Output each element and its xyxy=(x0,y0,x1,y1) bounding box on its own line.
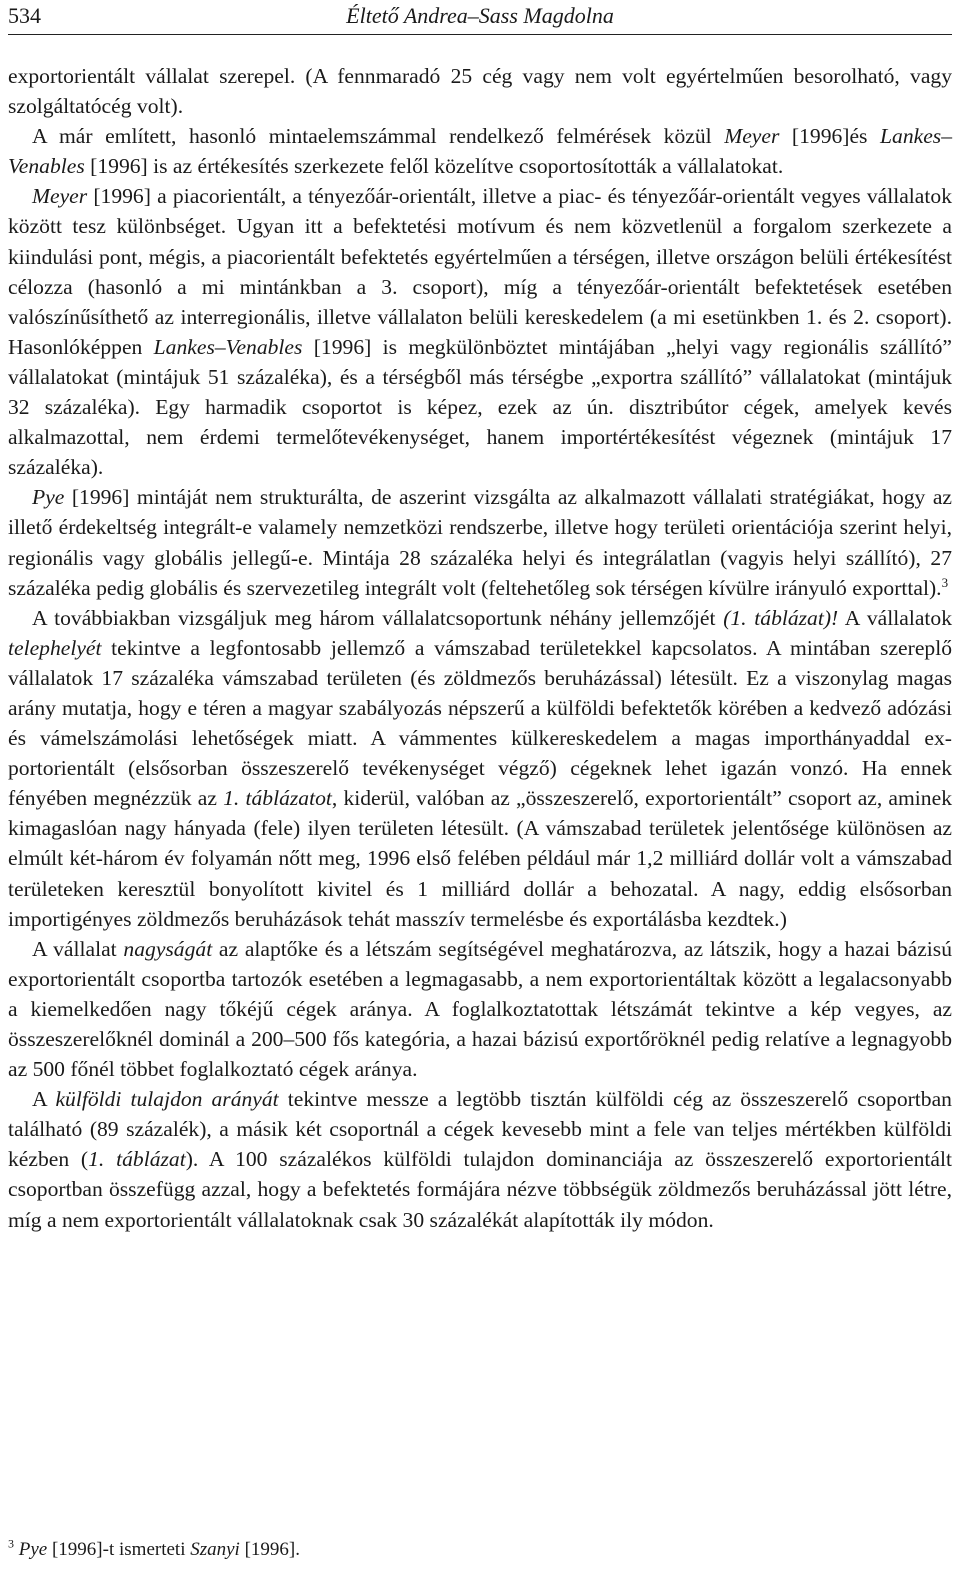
italic-text: Lankes–Venables xyxy=(8,124,952,179)
text-run: [1996] a piacorientált, a tényezőár-orientált, illetve a piac- és tényezőár-orientált vegyes vállalatok között tesz különbséget. Ugyan itt a befektetési motívum és nem közvetlenül a forgalom szerkezete a kiindulási pont, mégis, a piacorientált befektetés egyértelműen a térségen, illetve országon belüli értékesítést célozza (hasonló a mi mintánkban a 3. csoport), míg a tényezőár-orientált befektetések esetében valószínűsíthető az interregionális, illetve vállalaton belüli kereskedelem (a mi esetünkben 1. és 2. csoport). Hasonlóképpen xyxy=(8,184,952,359)
text-run: A vállalat xyxy=(32,936,124,961)
running-title: Éltető Andrea–Sass Magdolna xyxy=(346,3,614,28)
text-run: tekintve messze a legtöbb tisztán külföldi cég az összeszerelő csoportban található (89 százalék), a másik két csoportnál a cégek kevesebb mint a fele van teljes mértékben külföldi kézben ( xyxy=(8,1087,952,1172)
italic-text: Szanyi xyxy=(190,1539,240,1560)
paragraph xyxy=(8,482,952,602)
text-run: [1996]és xyxy=(779,124,881,149)
paragraph xyxy=(8,1084,952,1234)
page xyxy=(8,0,952,1235)
italic-text: Meyer xyxy=(32,184,88,209)
text-run: tekintve a legfontosabb jellemző a vámszabad területekkel kapcsolatos. A mintában szereplő vállalatok 17 százaléka vámszabad területen (és zöldmezős beruházással) létesült. Ez a viszonylag magas arány mutatja, hogy e téren a magyar szabályozás népszerű a külföldi befektetők körében a kedvező adózási és vámelszámolási lehetőségek miatt. A vámmentes külkereskedelem a magas importhányaddal exportorientált (elsősorban összeszerelő tevékenységet végző) cégeknek lehet igazán vonzó. Ha ennek fényében megnézzük az xyxy=(8,635,952,811)
footnote-marker: 3 xyxy=(8,1536,14,1551)
text-run: [1996] mintáját nem strukturálta, de aszerint vizsgálta az alkalmazott vállalati stratégiákat, hogy az illető érdekeltség integrált-e valamely nemzetközi rendszerbe, illetve hogy területi orientációja szerint helyi, regionális vagy globális jellegű-e. Mintája 28 százaléka helyi és integrálatlan (vagyis helyi szállító), 27 százaléka pedig globális és szervezetileg integrált volt (feltehetőleg sok térségen kívülre irányuló exporttal). xyxy=(8,485,952,600)
text-run: , kiderül, valóban az „összeszerelő, exportorientált” csoport az, aminek kimagaslóan nagy hányada (fele) ilyen területen létesült. (A vámszabad területek jelentősége különösen az elmúlt két-három év folyamán nőtt meg, 1996 első felében például már 1,2 milliárd dollár volt a vámszabad területeken keresztül bonyolított kivitel és 1 milliárd dollár a behozatal. A nagy, eddig elsősorban importigényes zöldmezős beruházások tehát masszív termelésbe és exportálásba kezdtek.) xyxy=(8,786,952,931)
text-run: [1996]-t ismerteti xyxy=(47,1539,191,1560)
paragraph xyxy=(8,181,952,482)
italic-text: (1. táblázat)! xyxy=(723,605,839,630)
italic-text: nagyságát xyxy=(123,936,213,961)
page-number: 534 xyxy=(8,3,41,28)
text-run: [1996] is az értékesítés szerkezete felől közelítve csoportosították a vállalatokat. xyxy=(84,154,784,179)
italic-text: Meyer xyxy=(724,124,780,149)
running-head xyxy=(8,0,952,35)
italic-text: telephelyét xyxy=(8,635,102,660)
footnotes xyxy=(8,1538,952,1562)
footnote xyxy=(8,1538,952,1562)
paragraph xyxy=(8,603,952,934)
text-run: az alaptőke és a létszám segítségével meghatározva, az látszik, hogy a hazai bázisú exportorientált csoportba tartozók esetében a legmagasabb, a nem exportorientáltak között a legalacsonyabb a kiemelkedően nagy tőkéjű cégek aránya. A foglalkoztatottak létszámát tekintve a kép vegyes, az összeszerelőknél dominál a 200–500 fős kategória, a hazai bázisú exportőröknél pedig relatíve a legnagyobb az 500 főnél többet foglalkoztató cégek aránya. xyxy=(8,936,952,1082)
text-run: ). A 100 százalékos külföldi tulajdon dominanciája az összeszerelő exportorientált csoportban összefügg azzal, hogy a befektetés formájára nézve többségük zöldmezős beruházással jött létre, míg a nem exportorientált vállalatoknak csak 30 százalékát alapították ily módon. xyxy=(8,1147,952,1232)
text-run: exportorientált vállalat szerepel. (A fennmaradó 25 cég vagy nem volt egyértelműen besorolható, vagy szolgáltatócég volt). xyxy=(8,64,952,119)
italic-text: 1. táblázatot xyxy=(223,786,332,811)
paragraph xyxy=(8,934,952,1084)
text-run: A már említett, hasonló mintaelemszámmal rendelkező felmérések közül xyxy=(32,124,725,149)
text-run: A vállalatok xyxy=(838,605,952,630)
footnote-reference[interactable]: 3 xyxy=(941,574,949,590)
italic-text: 1. táblázat xyxy=(88,1147,186,1172)
text-run: A továbbiakban vizsgáljuk meg három vállalatcsoportunk néhány jellemzőjét xyxy=(32,605,724,630)
paragraph xyxy=(8,121,952,181)
italic-text: Lankes–Venables xyxy=(153,334,303,359)
text-run: [1996]. xyxy=(239,1539,300,1560)
body-text xyxy=(8,61,952,1235)
italic-text: Pye xyxy=(18,1539,48,1560)
text-run: A xyxy=(32,1087,56,1112)
text-run: [1996] is megkülönböztet mintájában „helyi vagy regionális szállító” vállalatokat (mintájuk 51 százaléka), és a térségből más térségbe „exportra szállító” vállalatokat (mintájuk 32 százaléka). Egy harmadik csoportot is képez, ezek az ún. disztribútor cégek, amelyek kevés alkalmazottal, nem érdemi termelőtevékenységet, hanem importértékesítést végeznek (mintájuk 17 százaléka). xyxy=(8,334,952,480)
paragraph xyxy=(8,61,952,121)
italic-text: külföldi tulajdon arányát xyxy=(55,1087,279,1112)
italic-text: Pye xyxy=(32,485,65,510)
